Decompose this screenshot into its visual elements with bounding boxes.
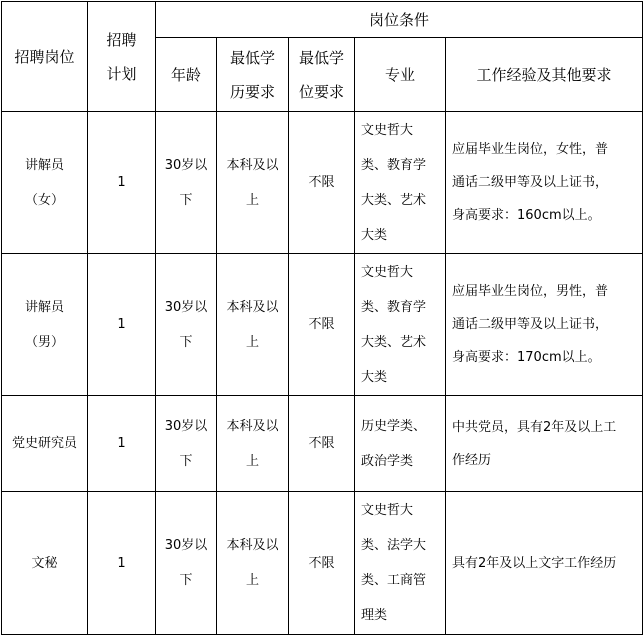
row-plan: 1 <box>88 396 156 492</box>
row-degree: 不限 <box>289 396 355 492</box>
row-age: 30岁以 下 <box>156 112 217 254</box>
row-education: 本科及以 上 <box>217 112 289 254</box>
header-min-degree: 最低学 位要求 <box>289 38 355 112</box>
row-age: 30岁以 下 <box>156 492 217 635</box>
row-experience: 具有2年及以上文字工作经历 <box>446 492 643 635</box>
row-experience: 中共党员，具有2年及以上工 作经历 <box>446 396 643 492</box>
row-experience: 应届毕业生岗位，男性，普 通话二级甲等及以上证书， 身高要求：170cm以上。 <box>446 254 643 396</box>
row-education: 本科及以 上 <box>217 254 289 396</box>
header-conditions: 岗位条件 <box>156 2 643 38</box>
header-major: 专业 <box>355 38 446 112</box>
row-position: 文秘 <box>2 492 88 635</box>
header-experience: 工作经验及其他要求 <box>446 38 643 112</box>
row-major: 文史哲大 类、教育学 大类、艺术 大类 <box>355 254 446 396</box>
table-row <box>2 492 643 635</box>
row-major: 历史学类、 政治学类 <box>355 396 446 492</box>
row-education: 本科及以 上 <box>217 396 289 492</box>
header-plan: 招聘 计划 <box>88 2 156 112</box>
row-plan: 1 <box>88 254 156 396</box>
row-major: 文史哲大 类、法学大 类、工商管 理类 <box>355 492 446 635</box>
row-position: 讲解员 （男） <box>2 254 88 396</box>
row-plan: 1 <box>88 112 156 254</box>
table-row <box>2 112 643 254</box>
row-degree: 不限 <box>289 112 355 254</box>
row-position: 党史研究员 <box>2 396 88 492</box>
row-major: 文史哲大 类、教育学 大类、艺术 大类 <box>355 112 446 254</box>
table-row <box>2 396 643 492</box>
row-degree: 不限 <box>289 254 355 396</box>
header-age: 年龄 <box>156 38 217 112</box>
table-row <box>2 254 643 396</box>
row-position: 讲解员 （女） <box>2 112 88 254</box>
header-min-education: 最低学 历要求 <box>217 38 289 112</box>
row-education: 本科及以 上 <box>217 492 289 635</box>
header-position: 招聘岗位 <box>2 2 88 112</box>
recruitment-table <box>1 1 643 635</box>
row-age: 30岁以 下 <box>156 254 217 396</box>
row-age: 30岁以 下 <box>156 396 217 492</box>
row-experience: 应届毕业生岗位，女性，普 通话二级甲等及以上证书， 身高要求：160cm以上。 <box>446 112 643 254</box>
row-degree: 不限 <box>289 492 355 635</box>
row-plan: 1 <box>88 492 156 635</box>
